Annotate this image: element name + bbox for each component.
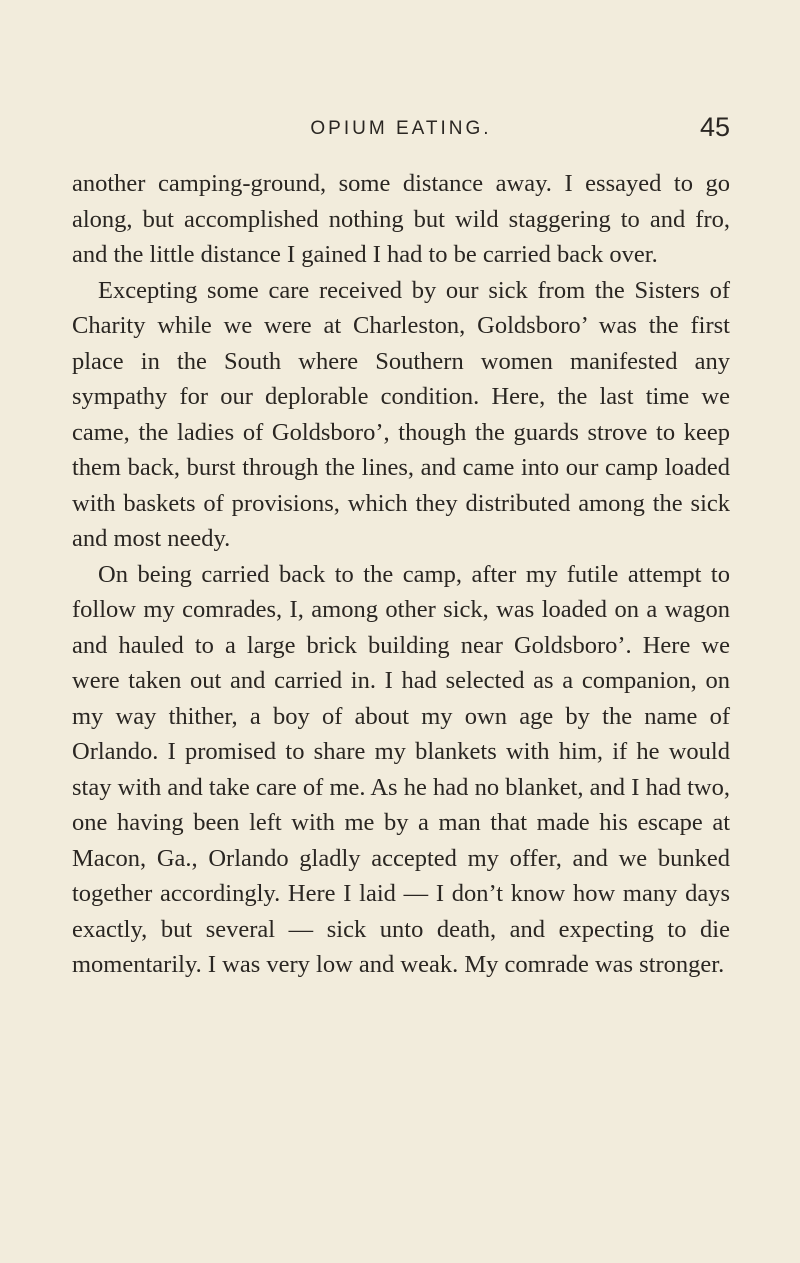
paragraph-goldsboro: Excepting some care received by our sick from the Sisters of Charity while we were at Charleston, Goldsboro’ was the first place in the South where Southern women manifested any sympathy for our deplorable condition. Here, the last time we came, the ladies of Goldsboro’, though the guards strove to keep them back, burst through the lines, and came into our camp loaded with baskets of provisions, which they distributed among the sick and most needy. xyxy=(72,276,730,552)
paragraph-orlando: On being carried back to the camp, after my futile attempt to follow my comrades, I, among other sick, was loaded on a wagon and hauled to a large brick building near Goldsboro’. Here we were taken out and carried in. I had selected as a companion, on my way thither, a boy of about my own age by the name of Orlando. I promised to share my blankets with him, if he would stay with and take care of me. As he had no blanket, and I had two, one having been left with me by a man that made his escape at Macon, Ga., Orlando gladly accepted my offer, and we bunked together accordingly. Here I laid — I don’t know how many days exactly, but several — sick unto death, and expecting to die momentarily. I was very low and weak. My comrade was stronger. xyxy=(72,560,730,978)
body-text xyxy=(72,166,730,983)
running-head: OPIUM EATING. xyxy=(310,118,492,139)
page-number: 45 xyxy=(699,112,730,142)
page-header xyxy=(72,112,730,152)
paragraph-continued: another camping-ground, some distance away. I essayed to go along, but accomplished nothing but wild staggering to and fro, and the little distance I gained I had to be carried back over. xyxy=(72,170,730,268)
